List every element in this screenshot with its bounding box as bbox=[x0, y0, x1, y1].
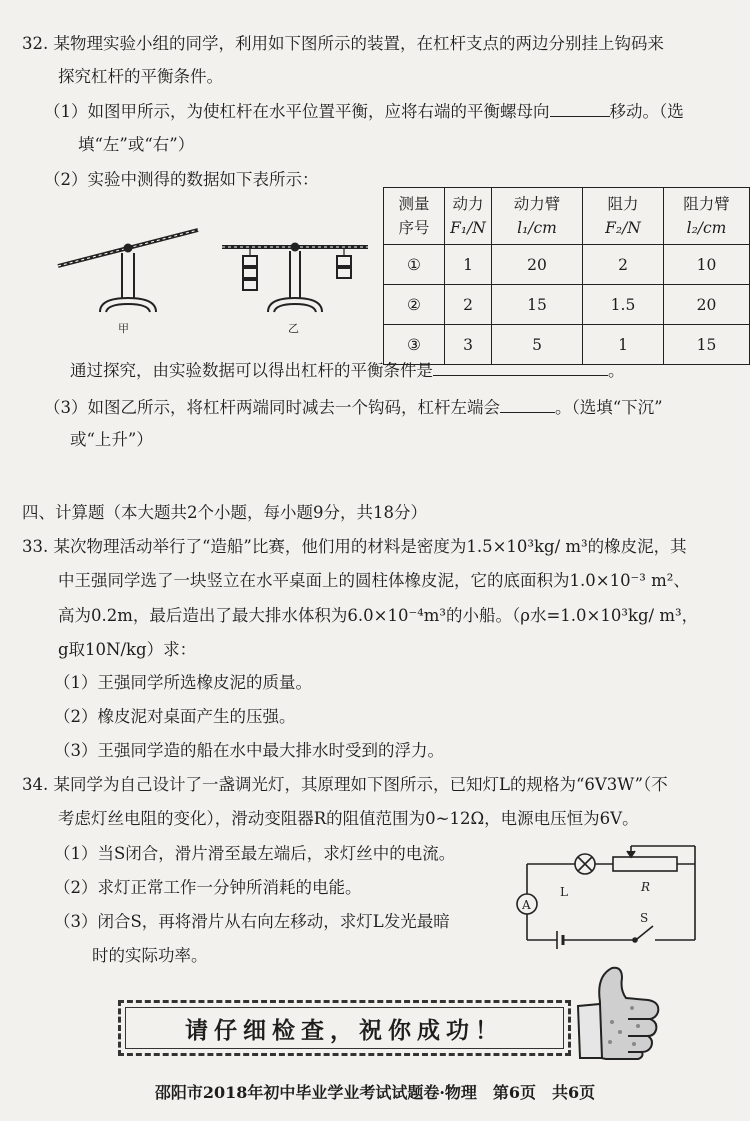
lever-yi-figure bbox=[222, 244, 368, 313]
svg-text:A: A bbox=[522, 898, 531, 912]
header-cell: 阻力 F₂/N bbox=[583, 188, 664, 245]
answer-blank-2[interactable] bbox=[433, 359, 608, 376]
svg-text:R: R bbox=[641, 880, 651, 894]
circuit-diagram bbox=[505, 838, 705, 954]
q34-sub3: （3）闭合S，再将滑片从右向左移动，求灯L发光最暗 bbox=[54, 912, 450, 931]
q33-line1: 33. 某次物理活动举行了“造船”比赛，他们用的材料是密度为1.5×10³kg/ m³的橡皮泥，其 bbox=[22, 537, 687, 556]
header-cell: 阻力臂 l₂/cm bbox=[664, 188, 750, 245]
header-cell: 动力臂 l₁/cm bbox=[492, 188, 583, 245]
q32-part1-cont: 填“左”或“右”） bbox=[78, 135, 195, 154]
q34-line1: 34. 某同学为自己设计了一盏调光灯，其原理如下图所示，已知灯L的规格为“6V3W”（不 bbox=[22, 775, 668, 794]
table-row: ② 2 15 1.5 20 bbox=[384, 285, 750, 325]
svg-text:S: S bbox=[640, 911, 649, 925]
q32-part2: （2）实验中测得的数据如下表所示： bbox=[44, 170, 319, 189]
header-cell: 测量 序号 bbox=[384, 188, 445, 245]
q33-number: 33. bbox=[22, 537, 49, 556]
table-header-row bbox=[384, 188, 750, 245]
figure-yi-label: 乙 bbox=[288, 322, 299, 335]
q33-sub3: （3）王强同学造的船在水中最大排水时受到的浮力。 bbox=[54, 741, 444, 760]
lever-jia-figure bbox=[58, 230, 198, 312]
q34-sub2: （2）求灯正常工作一分钟所消耗的电能。 bbox=[54, 878, 362, 897]
q32-line1: 32. 某物理实验小组的同学，利用如下图所示的装置，在杠杆支点的两边分别挂上钩码来 bbox=[22, 34, 664, 53]
q32-part3-cont: 或“上升”） bbox=[70, 430, 153, 449]
section-heading: 四、计算题（本大题共2个小题，每小题9分，共18分） bbox=[22, 503, 427, 522]
rheostat-symbol bbox=[613, 857, 677, 871]
q34-sub3-cont: 时的实际功率。 bbox=[92, 946, 208, 965]
q32-number: 32. bbox=[22, 34, 49, 53]
q34-line2: 考虑灯丝电阻的变化），滑动变阻器R的阻值范围为0~12Ω，电源电压恒为6V。 bbox=[58, 809, 639, 828]
q33-sub2: （2）橡皮泥对桌面产生的压强。 bbox=[54, 707, 296, 726]
q32-part1: （1）如图甲所示，为使杠杆在水平位置平衡，应将右端的平衡螺母向 移动。（选 bbox=[44, 102, 684, 121]
slogan-text: 请仔细检查，祝你成功！ bbox=[185, 1017, 504, 1044]
q34-sub1: （1）当S闭合，滑片滑至最左端后，求灯丝中的电流。 bbox=[54, 844, 456, 863]
answer-blank-1[interactable] bbox=[550, 100, 610, 117]
q34-number: 34. bbox=[22, 775, 49, 794]
q33-line3: 高为0.2m，最后造出了最大排水体积为6.0×10⁻⁴m³的小船。（ρ水=1.0×10³kg/ m³， bbox=[58, 606, 699, 625]
lever-figures bbox=[50, 220, 380, 340]
page-footer: 邵阳市2018年初中毕业学业考试试题卷·物理 第6页 共6页 bbox=[154, 1083, 596, 1102]
q33-sub1: （1）王强同学所选橡皮泥的质量。 bbox=[54, 673, 312, 692]
figure-jia-label: 甲 bbox=[118, 322, 129, 335]
answer-blank-3[interactable] bbox=[500, 396, 555, 413]
q33-line2: 中王强同学选了一块竖立在水平桌面上的圆柱体橡皮泥，它的底面积为1.0×10⁻³ m²、 bbox=[58, 571, 690, 590]
thumbs-up-icon bbox=[572, 962, 667, 1062]
table-row: ③ 3 5 1 15 bbox=[384, 325, 750, 365]
data-table bbox=[383, 187, 750, 365]
switch-symbol bbox=[637, 926, 653, 939]
q32-part3: （3）如图乙所示，将杠杆两端同时减去一个钩码，杠杆左端会 。（选填“下沉” bbox=[44, 398, 663, 417]
slogan-banner bbox=[118, 1000, 571, 1056]
q33-line4: g取10N/kg）求： bbox=[58, 640, 197, 659]
q32-line2: 探究杠杆的平衡条件。 bbox=[58, 67, 223, 86]
header-cell: 动力 F₁/N bbox=[445, 188, 492, 245]
table-row: ① 1 20 2 10 bbox=[384, 245, 750, 285]
svg-text:L: L bbox=[560, 885, 568, 899]
q32-conclusion: 通过探究，由实验数据可以得出杠杆的平衡条件是 。 bbox=[70, 361, 625, 380]
